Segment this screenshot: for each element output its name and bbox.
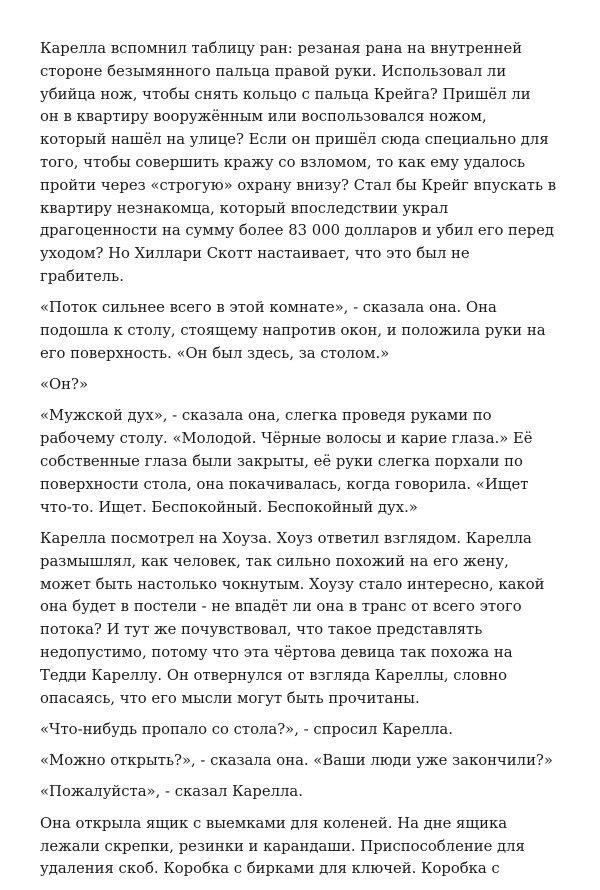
text-line: поверхности стола, она покачивалась, когда говорила. «Ищет [40, 475, 529, 493]
text-line: он в квартиру вооружённым или воспользовался ножом, [40, 108, 487, 126]
text-line: Тедди Кареллу. Он отвернулся от взгляда Кареллы, словно [40, 666, 507, 684]
text-line: «Поток сильнее всего в этой комнате», - сказала она. Она [40, 299, 497, 317]
text-line: убийца нож, чтобы снять кольцо с пальца Крейга? Пришёл ли [40, 85, 531, 103]
text-line: который нашёл на улице? Если он пришёл сюда специально для [40, 131, 549, 149]
paragraph [40, 813, 580, 881]
text-line: пройти через «строгую» охрану внизу? Стал бы Крейг впускать в [40, 176, 557, 194]
text-line: она будет в постели - не впадёт ли она в транс от всего этого [40, 598, 522, 616]
text-line: что-то. Ищет. Беспокойный. Беспокойный дух.» [40, 498, 418, 516]
text-line: собственные глаза были закрыты, её руки слегка порхали по [40, 453, 523, 471]
text-line: размышлял, как человек, так сильно похожий на его жену, [40, 552, 509, 570]
text-line: «Что-нибудь пропало со стола?», - спросил Карелла. [40, 720, 453, 738]
paragraph [40, 405, 580, 519]
text-line: Карелла посмотрел на Хоуза. Хоуз ответил взглядом. Карелла [40, 529, 532, 547]
text-line: Она открыла ящик с выемками для коленей. На дне ящика [40, 814, 508, 832]
paragraph [40, 528, 580, 710]
text-line: может быть настолько чокнутым. Хоузу стало интересно, какой [40, 575, 545, 593]
text-line: рабочему столу. «Молодой. Чёрные волосы и карие глаза.» Её [40, 430, 533, 448]
text-line: удаления скоб. Коробка с бирками для ключей. Коробка с [40, 860, 500, 878]
text-line: потока? И тут же почувствовал, что такое представлять [40, 621, 483, 639]
paragraph [40, 374, 580, 397]
paragraph [40, 750, 580, 773]
paragraph [40, 38, 580, 289]
text-line: стороне безымянного пальца правой руки. Использовал ли [40, 62, 507, 80]
text-line: грабитель. [40, 267, 124, 285]
text-line: лежали скрепки, резинки и карандаши. Приспособление для [40, 837, 525, 855]
text-line: драгоценности на сумму более 83 000 долларов и убил его перед [40, 222, 555, 240]
text-line: его поверхность. «Он был здесь, за столом.» [40, 344, 390, 362]
text-line: Карелла вспомнил таблицу ран: резаная рана на внутренней [40, 40, 523, 57]
text-line: квартиру незнакомца, который впоследствии украл [40, 199, 449, 217]
text-line: «Можно открыть?», - сказала она. «Ваши люди уже закончили?» [40, 752, 553, 770]
text-line: недопустимо, потому что эта чёртова девица так похожа на [40, 643, 513, 661]
paragraph [40, 297, 580, 365]
text-line: того, чтобы совершить кражу со взломом, то как ему удалось [40, 153, 526, 171]
paragraph [40, 781, 580, 804]
text-line: подошла к столу, стоящему напротив окон, и положила руки на [40, 322, 546, 340]
text-line: «Мужской дух», - сказала она, слегка проведя руками по [40, 407, 492, 425]
text-line: опасаясь, что его мысли могут быть прочитаны. [40, 689, 420, 707]
text-line: уходом? Но Хиллари Скотт настаивает, что это был не [40, 245, 470, 263]
document-page [40, 38, 580, 890]
text-line: «Пожалуйста», - сказал Карелла. [40, 783, 303, 801]
paragraph [40, 719, 580, 742]
text-line: «Он?» [40, 376, 89, 394]
